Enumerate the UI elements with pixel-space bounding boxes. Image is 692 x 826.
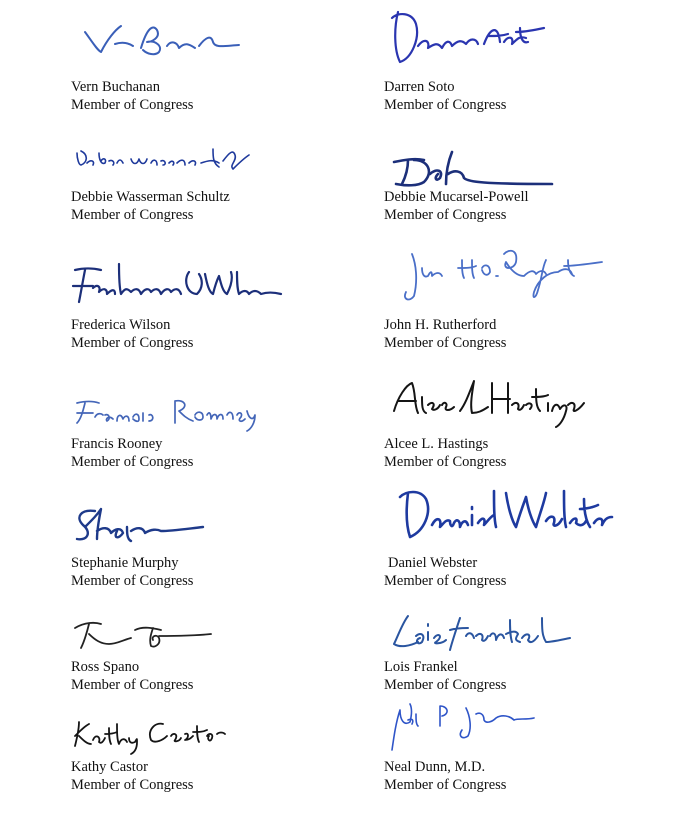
signer-name: Debbie Wasserman Schultz <box>71 189 230 205</box>
signature-block-hastings <box>384 375 684 473</box>
signature-block-frankel <box>384 610 684 698</box>
signer-title: Member of Congress <box>384 207 507 223</box>
signer-name: Francis Rooney <box>71 436 163 452</box>
signer-title: Member of Congress <box>71 335 194 351</box>
signer-title: Member of Congress <box>384 777 507 793</box>
handwritten-signature <box>71 618 231 658</box>
signer-name: Darren Soto <box>384 79 455 95</box>
signature-block-mucarsel-powell <box>384 148 684 225</box>
signer-name: Stephanie Murphy <box>71 555 179 571</box>
signature-block-murphy <box>71 505 371 592</box>
signature-block-rooney <box>71 393 371 473</box>
signer-name: Alcee L. Hastings <box>384 436 489 452</box>
handwritten-signature <box>398 485 618 545</box>
handwritten-signature <box>71 712 231 757</box>
handwritten-signature <box>71 258 291 308</box>
signature-block-soto <box>384 8 684 120</box>
signer-name: Ross Spano <box>71 659 140 675</box>
signature-block-rutherford <box>384 240 684 353</box>
signer-title: Member of Congress <box>384 677 507 693</box>
handwritten-signature <box>388 375 598 430</box>
signature-block-wilson <box>71 258 371 353</box>
signer-title: Member of Congress <box>384 454 507 470</box>
signer-title: Member of Congress <box>71 677 194 693</box>
signer-title: Member of Congress <box>71 454 194 470</box>
signature-block-buchanan <box>71 20 371 120</box>
signer-name: Kathy Castor <box>71 759 148 775</box>
signer-name: Daniel Webster <box>388 555 478 571</box>
signer-name: John H. Rutherford <box>384 317 497 333</box>
signature-block-castor <box>71 712 371 797</box>
signer-name: Lois Frankel <box>384 659 458 675</box>
handwritten-signature <box>71 505 221 550</box>
signer-title: Member of Congress <box>384 97 507 113</box>
signature-block-dunn <box>384 700 684 797</box>
signer-title: Member of Congress <box>384 335 507 351</box>
handwritten-signature <box>386 700 556 755</box>
handwritten-signature <box>81 20 251 65</box>
signature-block-spano <box>71 618 371 698</box>
signer-title: Member of Congress <box>71 573 194 589</box>
signature-block-webster <box>384 485 684 592</box>
signer-name: Frederica Wilson <box>71 317 171 333</box>
handwritten-signature <box>73 145 263 175</box>
signer-name: Vern Buchanan <box>71 79 160 95</box>
signature-block-wasserman-schultz <box>71 145 371 225</box>
handwritten-signature <box>388 8 558 68</box>
signer-title: Member of Congress <box>71 97 194 113</box>
handwritten-signature <box>384 148 564 188</box>
handwritten-signature <box>71 393 261 433</box>
signer-name: Neal Dunn, M.D. <box>384 759 486 775</box>
handwritten-signature <box>390 610 580 655</box>
signer-title: Member of Congress <box>384 573 507 589</box>
signer-title: Member of Congress <box>71 777 194 793</box>
signer-name: Debbie Mucarsel-Powell <box>384 189 529 205</box>
handwritten-signature <box>392 240 622 310</box>
signer-title: Member of Congress <box>71 207 194 223</box>
